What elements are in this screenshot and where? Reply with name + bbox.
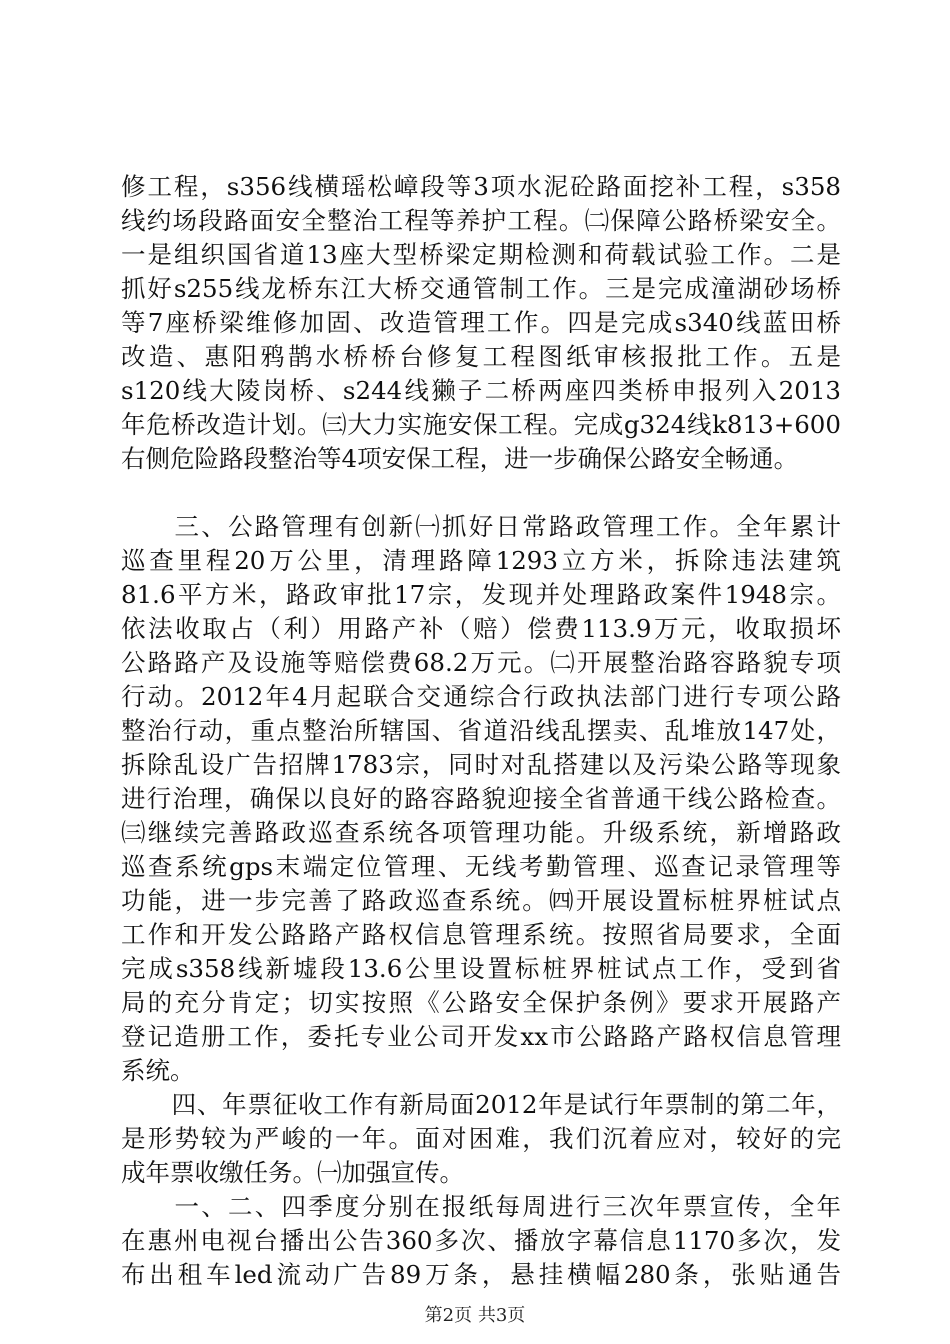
text-line: 局的充分肯定；切实按照《公路安全保护条例》要求开展路产 (121, 988, 841, 1017)
paragraph-publicity (121, 1190, 841, 1292)
paragraph-bridge-maintenance (121, 170, 841, 476)
text-line: 右侧危险路段整治等4项安保工程，进一步确保公路安全畅通。 (121, 444, 799, 473)
text-line: 等7座桥梁维修加固、改造管理工作。四是完成s340线蓝田桥 (121, 308, 841, 337)
text-line: 线约场段路面安全整治工程等养护工程。㈡保障公路桥梁安全。 (121, 206, 841, 235)
text-line: 功能，进一步完善了路政巡查系统。㈣开展设置标桩界桩试点 (121, 886, 841, 915)
text-line: 一、二、四季度分别在报纸每周进行三次年票宣传，全年 (121, 1192, 841, 1221)
text-line: 行动。2012年4月起联合交通综合行政执法部门进行专项公路 (121, 682, 841, 711)
text-line: 四、年票征收工作有新局面2012年是试行年票制的第二年， (121, 1090, 841, 1119)
text-line: 布出租车led流动广告89万条，悬挂横幅280条，张贴通告 (121, 1260, 841, 1289)
text-line: 整治行动，重点整治所辖国、省道沿线乱摆卖、乱堆放147处， (121, 716, 841, 745)
document-body (121, 170, 841, 1292)
text-line: 年危桥改造计划。㈢大力实施安保工程。完成g324线k813+600 (121, 410, 841, 439)
page-number-footer: 第2页 共3页 (424, 1305, 526, 1326)
text-line: 在惠州电视台播出公告360多次、播放字幕信息1170多次，发 (121, 1226, 841, 1255)
text-line: 拆除乱设广告招牌1783宗，同时对乱搭建以及污染公路等现象 (121, 750, 841, 779)
text-line: 81.6平方米，路政审批17宗，发现并处理路政案件1948宗。 (121, 580, 841, 609)
text-line: 一是组织国省道13座大型桥梁定期检测和荷载试验工作。二是 (121, 240, 841, 269)
text-line: 巡查里程20万公里，清理路障1293立方米，拆除违法建筑 (121, 546, 841, 575)
text-line: 进行治理，确保以良好的路容路貌迎接全省普通干线公路检查。 (121, 784, 841, 813)
text-line: 三、公路管理有创新㈠抓好日常路政管理工作。全年累计 (121, 512, 841, 541)
text-line: s120线大陵岗桥、s244线獭子二桥两座四类桥申报列入2013 (121, 376, 841, 405)
paragraph-annual-ticket (121, 1088, 841, 1190)
paragraph-gap (121, 476, 841, 510)
text-line: 登记造册工作，委托专业公司开发xx市公路路产路权信息管理 (121, 1022, 841, 1051)
text-line: 修工程，s356线横瑶松嶂段等3项水泥砼路面挖补工程，s358 (121, 172, 841, 201)
text-line: 完成s358线新墟段13.6公里设置标桩界桩试点工作，受到省 (121, 954, 841, 983)
text-line: 巡查系统gps末端定位管理、无线考勤管理、巡查记录管理等 (121, 852, 841, 881)
text-line: 改造、惠阳鸦鹊水桥桥台修复工程图纸审核报批工作。五是 (121, 342, 841, 371)
text-line: 依法收取占（利）用路产补（赔）偿费113.9万元，收取损坏 (121, 614, 841, 643)
text-line: 工作和开发公路路产路权信息管理系统。按照省局要求，全面 (121, 920, 841, 949)
text-line: 系统。 (121, 1056, 195, 1085)
text-line: 抓好s255线龙桥东江大桥交通管制工作。三是完成潼湖砂场桥 (121, 274, 841, 303)
paragraph-road-management (121, 510, 841, 1088)
text-line: 成年票收缴任务。㈠加强宣传。 (121, 1158, 464, 1187)
text-line: 公路路产及设施等赔偿费68.2万元。㈡开展整治路容路貌专项 (121, 648, 841, 677)
text-line: ㈢继续完善路政巡查系统各项管理功能。升级系统，新增路政 (121, 818, 841, 847)
text-line: 是形势较为严峻的一年。面对困难，我们沉着应对，较好的完 (121, 1124, 841, 1153)
